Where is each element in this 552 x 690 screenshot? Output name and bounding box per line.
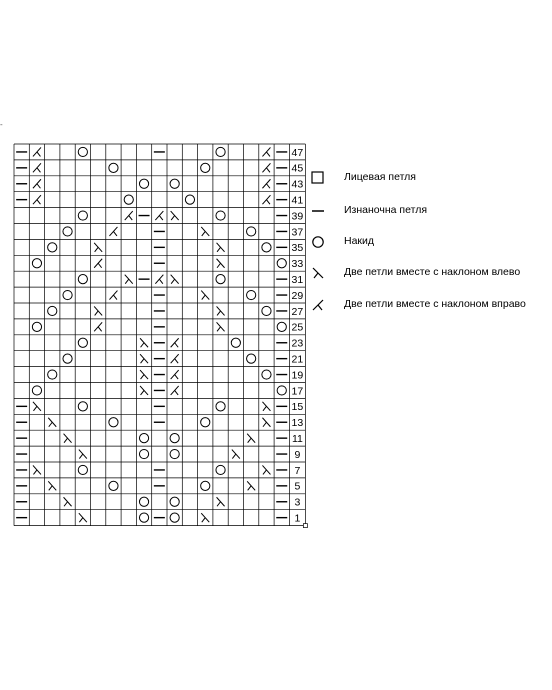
yarn-over-symbol: [78, 465, 87, 474]
chart-grid: [12, 142, 312, 536]
yarn-over-symbol: [231, 338, 240, 347]
legend-item-knit: [310, 170, 550, 186]
k2tog-right-symbol: [33, 163, 41, 172]
row-number-label: 35: [291, 242, 304, 255]
k2tog-left-symbol: [262, 465, 270, 474]
row-number-label: 39: [291, 210, 304, 223]
symbol-stroke: [95, 311, 99, 316]
yarn-over-symbol: [63, 290, 72, 299]
yarn-over-symbol: [78, 147, 87, 156]
k2tog-left-symbol: [140, 338, 148, 347]
k2tog-right-symbol: [171, 386, 179, 395]
k2tog-left-symbol: [171, 211, 179, 220]
yarn-over-symbol: [247, 354, 256, 363]
symbol-stroke: [263, 422, 267, 427]
row-number-label: 3: [294, 496, 301, 509]
symbol-stroke: [248, 438, 252, 443]
k2tog-left-symbol: [262, 402, 270, 411]
symbol-stroke: [37, 152, 41, 157]
yarn-over-symbol: [170, 449, 179, 458]
yarn-over-symbol: [216, 275, 225, 284]
yarn-over-symbol: [262, 306, 271, 315]
k2tog-left-symbol: [140, 354, 148, 363]
yarn-over-symbol: [170, 497, 179, 506]
row-number-label: 21: [291, 353, 304, 366]
k2tog-right-symbol: [33, 147, 41, 156]
k2tog-left-symbol: [140, 370, 148, 379]
yarn-over-symbol: [78, 402, 87, 411]
k2tog-right-symbol: [33, 195, 41, 204]
yarn-over-symbol: [78, 211, 87, 220]
symbol-stroke: [79, 518, 83, 523]
k2tog-left-symbol: [201, 513, 209, 522]
yarn-over-symbol: [170, 434, 179, 443]
k2tog-left-symbol: [201, 291, 209, 300]
symbol-stroke: [202, 231, 206, 236]
k2tog-left-symbol: [125, 275, 133, 284]
symbol-stroke: [64, 438, 68, 443]
yarn-over-symbol: [201, 418, 210, 427]
symbol-stroke: [175, 343, 179, 348]
yarn-over-symbol: [78, 275, 87, 284]
symbol-stroke: [171, 216, 175, 221]
row-number-label: 13: [291, 417, 304, 430]
symbol-stroke: [49, 422, 53, 427]
symbol-stroke: [266, 168, 270, 173]
symbol-stroke: [141, 390, 145, 395]
yarn-over-symbol: [201, 163, 210, 172]
yarn-over-symbol: [109, 481, 118, 490]
symbol-stroke: [266, 184, 270, 189]
k2tog-right-symbol: [262, 163, 270, 172]
legend-label: Изнаночна петля: [344, 204, 428, 216]
symbol-stroke: [217, 327, 221, 332]
k2tog-left-symbol: [33, 402, 41, 411]
k2tog-left-symbol: [217, 306, 225, 315]
symbol-stroke: [141, 343, 145, 348]
k2tog-left-symbol: [79, 513, 87, 522]
symbol-stroke: [266, 152, 270, 157]
k2tog-right-symbol: [109, 291, 117, 300]
symbol-stroke: [98, 263, 102, 268]
yarn-over-symbol: [48, 243, 57, 252]
yarn-over-symbol: [170, 513, 179, 522]
row-number-label: 31: [291, 273, 304, 286]
row-number-label: 29: [291, 289, 304, 302]
symbol-stroke: [202, 518, 206, 523]
knit-symbol-icon: [310, 170, 326, 186]
yarn-over-symbol: [216, 211, 225, 220]
row-number-label: 17: [291, 385, 304, 398]
symbol-stroke: [263, 470, 267, 475]
yarn-over-symbol: [139, 434, 148, 443]
k2tog-left-symbol: [171, 275, 179, 284]
legend-label: Накид: [344, 235, 375, 247]
row-number-label: 1: [294, 512, 301, 525]
symbol-stroke: [49, 486, 53, 491]
k2tog-right-symbol: [262, 179, 270, 188]
k2tog-right-symbol-icon: [310, 297, 326, 313]
symbol-stroke: [129, 216, 133, 221]
symbol-stroke: [159, 216, 163, 221]
k2tog-right-symbol: [155, 211, 163, 220]
k2tog-left-symbol: [217, 322, 225, 331]
yarn-over-symbol: [63, 227, 72, 236]
symbol-stroke: [175, 359, 179, 364]
row-number-label: 47: [291, 146, 304, 159]
yarn-over-symbol: [277, 259, 286, 268]
k2tog-right-symbol: [171, 370, 179, 379]
k2tog-left-symbol: [247, 481, 255, 490]
k2tog-left-symbol: [201, 227, 209, 236]
k2tog-left-symbol: [33, 465, 41, 474]
legend-label: Две петли вместе с наклоном вправо: [344, 298, 526, 310]
yarn-over-symbol: [216, 147, 225, 156]
k2tog-left-symbol: [94, 243, 102, 252]
symbol-stroke: [98, 327, 102, 332]
k2tog-left-symbol: [140, 386, 148, 395]
knitting-chart: [12, 142, 312, 536]
k2tog-left-symbol: [232, 450, 240, 459]
k2tog-left-symbol: [64, 434, 72, 443]
k2tog-left-symbol: [94, 306, 102, 315]
yarn-over-symbol: [170, 179, 179, 188]
symbol-stroke: [159, 279, 163, 284]
k2tog-right-symbol: [125, 211, 133, 220]
row-number-label: 23: [291, 337, 304, 350]
k2tog-right-symbol: [171, 338, 179, 347]
symbol-stroke: [113, 295, 117, 300]
row-number-label: 33: [291, 258, 304, 271]
corner-marker: [303, 524, 307, 528]
symbol-stroke: [125, 279, 129, 284]
row-number-label: 45: [291, 162, 304, 175]
k2tog-left-symbol: [217, 259, 225, 268]
yarn-over-symbol: [48, 370, 57, 379]
symbol-stroke: [64, 502, 68, 507]
symbol-stroke: [263, 406, 267, 411]
symbol-stroke: [217, 247, 221, 252]
symbol-stroke: [217, 311, 221, 316]
k2tog-left-symbol: [217, 497, 225, 506]
k2tog-left-symbol: [48, 481, 56, 490]
legend-item-k2tog-left: [310, 265, 550, 281]
legend-item-yarn-over: [310, 234, 550, 250]
symbol-stroke: [95, 247, 99, 252]
purl-symbol-icon: [310, 203, 326, 219]
symbol-stroke: [37, 184, 41, 189]
yarn-over-symbol: [262, 370, 271, 379]
row-number-label: 25: [291, 321, 304, 334]
yarn-over-symbol: [109, 163, 118, 172]
yarn-over-symbol: [48, 306, 57, 315]
symbol-stroke: [232, 454, 236, 459]
yarn-over-symbol: [139, 513, 148, 522]
symbol-stroke: [266, 200, 270, 205]
row-number-label: 27: [291, 305, 304, 318]
yarn-over-symbol: [247, 227, 256, 236]
symbol-stroke: [79, 454, 83, 459]
legend-label: Лицевая петля: [344, 171, 416, 183]
row-number-label: 41: [291, 194, 304, 207]
row-number-label: 15: [291, 401, 304, 414]
yarn-over-symbol: [32, 259, 41, 268]
yarn-over-symbol: [139, 449, 148, 458]
symbol-stroke: [113, 231, 117, 236]
k2tog-left-symbol: [262, 418, 270, 427]
yarn-over-symbol: [277, 322, 286, 331]
k2tog-right-symbol: [94, 322, 102, 331]
k2tog-right-symbol: [94, 259, 102, 268]
k2tog-left-symbol: [247, 434, 255, 443]
symbol-stroke: [217, 263, 221, 268]
symbol-stroke: [33, 406, 37, 411]
yarn-over-symbol: [32, 386, 41, 395]
k2tog-left-symbol: [217, 243, 225, 252]
yarn-over-symbol: [216, 402, 225, 411]
yarn-over-symbol-icon: [310, 234, 326, 250]
symbol-stroke: [175, 390, 179, 395]
symbol-stroke: [141, 359, 145, 364]
row-number-label: 11: [291, 432, 303, 445]
k2tog-right-symbol: [171, 354, 179, 363]
k2tog-left-symbol-icon: [310, 265, 326, 281]
symbol-stroke: [248, 486, 252, 491]
side-mark: -: [0, 120, 3, 129]
k2tog-left-symbol: [48, 418, 56, 427]
yarn-over-symbol: [277, 386, 286, 395]
k2tog-right-symbol: [155, 275, 163, 284]
row-number-label: 5: [294, 480, 301, 493]
symbol-stroke: [171, 279, 175, 284]
symbol-stroke: [175, 375, 179, 380]
symbol-stroke: [33, 470, 37, 475]
yarn-over-symbol: [139, 497, 148, 506]
yarn-over-symbol: [124, 195, 133, 204]
yarn-over-symbol: [185, 195, 194, 204]
yarn-over-symbol: [63, 354, 72, 363]
legend-item-purl: [310, 203, 550, 219]
yarn-over-symbol: [78, 338, 87, 347]
yarn-over-symbol: [139, 179, 148, 188]
yarn-over-symbol: [32, 322, 41, 331]
row-number-label: 9: [294, 448, 301, 461]
k2tog-right-symbol: [262, 195, 270, 204]
legend-item-k2tog-right: [310, 297, 550, 313]
symbol-stroke: [217, 502, 221, 507]
row-number-label: 43: [291, 178, 304, 191]
yarn-over-symbol: [201, 481, 210, 490]
yarn-over-symbol: [247, 290, 256, 299]
symbol-stroke: [141, 375, 145, 380]
row-number-label: 37: [291, 226, 304, 239]
yarn-over-symbol: [109, 418, 118, 427]
symbol-stroke: [37, 200, 41, 205]
legend-label: Две петли вместе с наклоном влево: [344, 266, 521, 278]
yarn-over-symbol: [216, 465, 225, 474]
row-number-label: 19: [291, 369, 304, 382]
yarn-over-symbol: [262, 243, 271, 252]
symbol-stroke: [202, 295, 206, 300]
symbol-stroke: [37, 168, 41, 173]
k2tog-right-symbol: [262, 147, 270, 156]
k2tog-right-symbol: [109, 227, 117, 236]
k2tog-left-symbol: [79, 450, 87, 459]
row-number-label: 7: [294, 464, 301, 477]
k2tog-right-symbol: [33, 179, 41, 188]
k2tog-left-symbol: [64, 497, 72, 506]
